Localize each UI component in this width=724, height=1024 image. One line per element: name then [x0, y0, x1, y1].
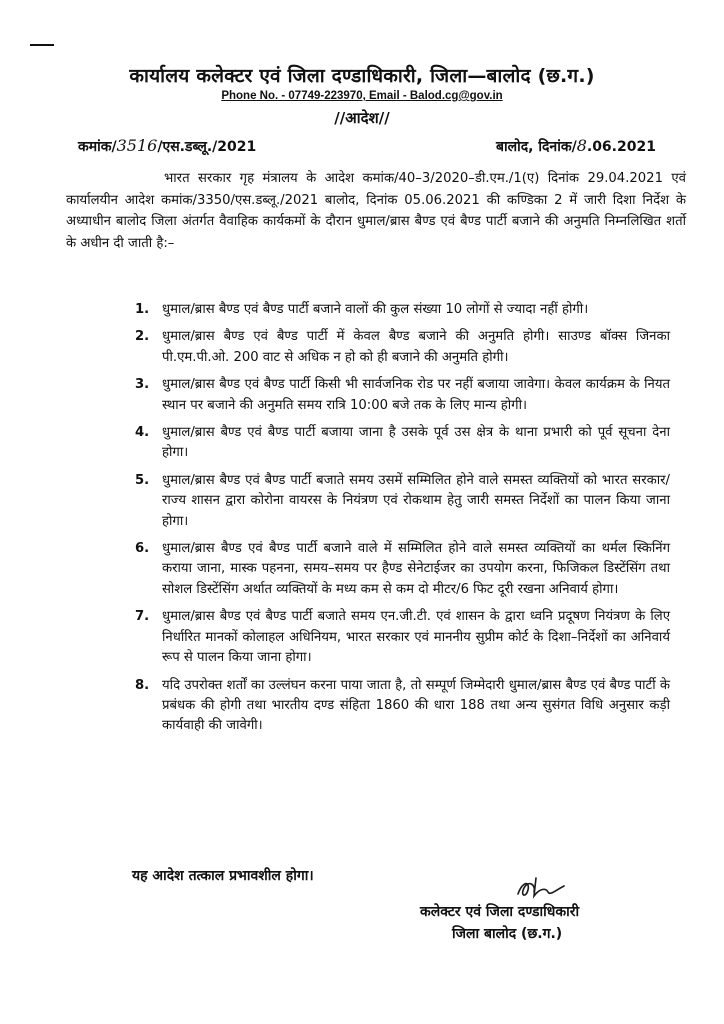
signatory-title: कलेक्टर एवं जिला दण्डाधिकारी [420, 904, 580, 920]
order-date-suffix: .06.2021 [586, 139, 656, 155]
order-number [78, 136, 256, 156]
condition-number: 7. [135, 609, 150, 625]
condition-item [135, 300, 670, 320]
signatory-place: जिला बालोद (छ.ग.) [452, 926, 563, 942]
order-heading: //आदेश// [334, 109, 390, 127]
condition-number: 8. [135, 677, 150, 693]
condition-text: धुमाल/ब्रास बैण्ड एवं बैण्ड पार्टी बजाने वालों की कुल संख्या 10 लोगों से ज्यादा नहीं होगी। [162, 302, 589, 317]
condition-text: धुमाल/ब्रास बैण्ड एवं बैण्ड पार्टी बजाते समय एन.जी.टी. एवं शासन के द्वारा ध्वनि प्रदूषण नियंत्रण के लिए निर्धारित मानकों कोलाहल अधिनियम, भारत सरकार एवं माननीय सुप्रीम कोर्ट के दिशा–निर्देशों का अनिवार्य रूप से पालन किया जाना होगा। [162, 609, 670, 666]
condition-text: धुमाल/ब्रास बैण्ड एवं बैण्ड पार्टी में केवल बैण्ड बजाने की अनुमति होगी। साउण्ड बॉक्स जिनका पी.एम.पी.ओ. 200 वाट से अधिक न हो को ही बजाने की अनुमति होगी। [162, 329, 670, 365]
condition-item [135, 607, 670, 668]
condition-number: 4. [135, 425, 150, 441]
contact-line: Phone No. - 07749-223970, Email - Balod.cg@gov.in [221, 90, 503, 102]
margin-mark [30, 44, 54, 46]
condition-number: 2. [135, 329, 150, 345]
condition-item [135, 539, 670, 600]
condition-item [135, 423, 670, 464]
conditions-list [135, 300, 670, 744]
effective-statement: यह आदेश तत्काल प्रभावशील होगा। [132, 868, 314, 884]
condition-item [135, 375, 670, 416]
condition-text: धुमाल/ब्रास बैण्ड एवं बैण्ड पार्टी बजाया जाना है उसके पूर्व उस क्षेत्र के थाना प्रभारी को पूर्व सूचना देना होगा। [162, 425, 670, 461]
office-title: कार्यालय कलेक्टर एवं जिला दण्डाधिकारी, जिला—बालोद (छ.ग.) [129, 65, 595, 87]
order-number-handwritten: 3516 [116, 136, 158, 155]
condition-item [135, 676, 670, 737]
order-date-handwritten: 8 [576, 136, 587, 155]
condition-number: 3. [135, 377, 150, 393]
condition-text: धुमाल/ब्रास बैण्ड एवं बैण्ड पार्टी किसी भी सार्वजनिक रोड पर नहीं बजाया जावेगा। केवल कार्यक्रम के नियत स्थान पर बजाने की अनुमति समय रात्रि 10:00 बजे तक के लिए मान्य होगी। [162, 377, 670, 413]
order-number-prefix: कमांक/ [78, 139, 117, 155]
condition-text: धुमाल/ब्रास बैण्ड एवं बैण्ड पार्टी बजाने वाले में सम्मिलित होने वाले समस्त व्यक्तियों का थर्मल स्किनिंग कराया जाना, मास्क पहनना, समय–समय पर हैण्ड सेनेटाईजर का उपयोग करना, फिजिकल डिस्टेंसिंग तथा सोशल डिस्टेंसिंग अर्थात व्यक्तियों के मध्य कम से कम दो मीटर/6 फिट दूरी रखना अनिवार्य होगा। [162, 541, 670, 597]
condition-number: 6. [135, 541, 150, 557]
condition-text: यदि उपरोक्त शर्तों का उल्लंघन करना पाया जाता है, तो सम्पूर्ण जिम्मेदारी धुमाल/ब्रास बैण्ड एवं बैण्ड पार्टी के प्रबंधक की होगी तथा भारतीय दण्ड संहिता 1860 की धारा 188 तथा अन्य सुसंगत विधि अनुसार कड़ी कार्यवाही की जावेगी। [162, 677, 670, 734]
order-date-prefix: बालोद, दिनांक/ [496, 139, 577, 155]
condition-number: 1. [135, 302, 150, 317]
condition-item [135, 471, 670, 532]
preamble-paragraph: भारत सरकार गृह मंत्रालय के आदेश कमांक/40–3/2020–डी.एम./1(ए) दिनांक 29.04.2021 एवं कार्यालयीन आदेश कमांक/3350/एस.डब्लू./2021 बालोद, दिनांक 05.06.2021 की कण्डिका 2 में जारी दिशा निर्देश के अध्याधीन बालोद जिला अंतर्गत वैवाहिक कार्यकमों के दौरान धुमाल/ब्रास बैण्ड एवं बैण्ड पार्टी बजाने की अनुमति निम्नलिखित शर्तो के अधीन दी जाती है:– [66, 171, 686, 251]
order-date [496, 136, 656, 156]
condition-text: धुमाल/ब्रास बैण्ड एवं बैण्ड पार्टी बजाते समय उसमें सम्मिलित होने वाले समस्त व्यक्तियों को भारत सरकार/राज्य शासन द्वारा कोरोना वायरस के नियंत्रण एवं रोकथाम हेतु जारी समस्त निर्देशों का पालन किया जाना होगा। [162, 472, 670, 529]
order-number-suffix: /एस.डब्लू./2021 [157, 139, 257, 155]
condition-number: 5. [135, 472, 150, 488]
signature [512, 870, 572, 902]
condition-item [135, 327, 670, 368]
